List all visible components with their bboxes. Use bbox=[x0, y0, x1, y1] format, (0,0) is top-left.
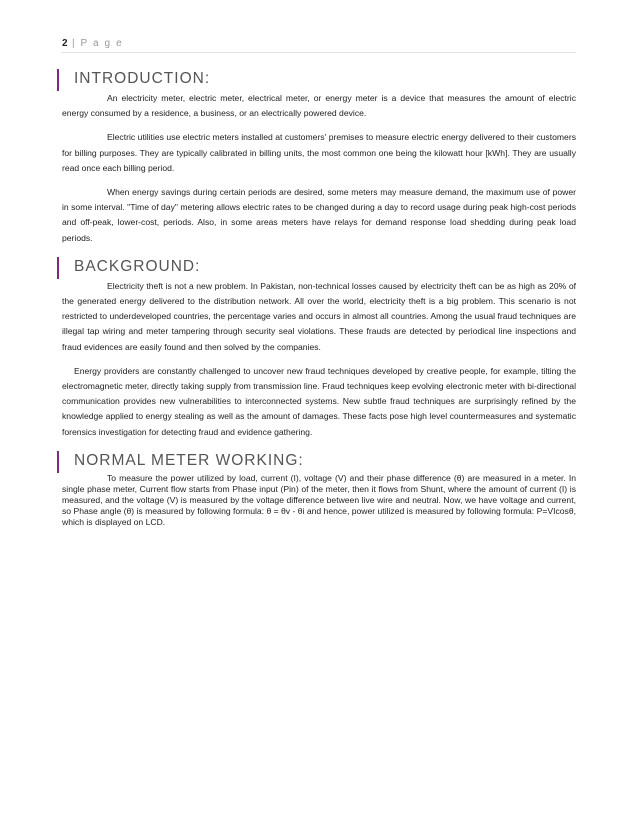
section-heading: NORMAL METER WORKING: bbox=[74, 451, 304, 469]
section-heading: INTRODUCTION: bbox=[74, 70, 211, 87]
paragraph: When energy savings during certain periods are desired, some meters may measure demand, the maximum use of power in some interval. "Time of day" metering allows electric rates to be changed during a day to record usage during peak high-cost periods and off-peak, lower-cost, periods. Also, in some areas meters have relays for demand response load shedding during peak load periods. bbox=[62, 187, 576, 243]
section-heading: BACKGROUND: bbox=[74, 257, 201, 275]
document-body bbox=[62, 68, 576, 538]
heading-accent-bar bbox=[57, 69, 59, 91]
heading-accent-bar bbox=[57, 257, 59, 279]
heading-accent-bar bbox=[57, 451, 59, 473]
section-normal-meter-working bbox=[62, 450, 576, 528]
page-header bbox=[62, 38, 123, 49]
paragraph: An electricity meter, electric meter, electrical meter, or energy meter is a device that measures the amount of electric energy consumed by a residence, a business, or an electrically powered device. bbox=[62, 93, 576, 119]
section-introduction bbox=[62, 68, 576, 246]
page-number: 2 bbox=[62, 38, 68, 49]
paragraph: Electric utilities use electric meters installed at customers' premises to measure electric energy delivered to their customers for billing purposes. They are typically calibrated in billing units, the most common one being the kilowatt hour [kWh]. They are usually read once each billing period. bbox=[62, 132, 576, 173]
paragraph: To measure the power utilized by load, current (I), voltage (V) and their phase difference (θ) are measured in a meter. In single phase meter, Current flow starts from Phase input (Pin) of the meter, then it flows from Shunt, where the amount of current (I) is measured, and the voltage (V) is measured by the voltage difference between live wire and neutral. Now, we have voltage and current, so Phase angle (θ) is measured by following formula: θ = θv - θi and hence, power utilized is measured by following formula: P=VIcosθ, which is displayed on LCD. bbox=[62, 472, 576, 527]
page-label: P a g e bbox=[80, 38, 124, 49]
header-divider bbox=[62, 52, 576, 53]
paragraph: Electricity theft is not a new problem. In Pakistan, non-technical losses caused by electricity theft can be as high as 20% of the generated energy delivered to the distribution network. All over the world, electricity theft is a big problem. This scenario is not restricted to underdeveloped countries, the percentage varies and occurs in almost all countries. Among the usual fraud techniques are illegal tap wiring and meter tampering through security seal violations. These frauds are detected by periodical line inspections and fraud evidences are easily found and then solved by the companies. bbox=[62, 280, 576, 352]
section-background bbox=[62, 256, 576, 440]
page-separator: | bbox=[71, 38, 77, 49]
paragraph: Energy providers are constantly challenged to uncover new fraud techniques developed by creative people, for example, tilting the electromagnetic meter, directly taking supply from transmission line. Fraud techniques keep evolving electronic meter with bi-directional communication provides new vulnerabilities to interconnected systems. New subtle fraud techniques are surprisingly refined by the knowledge applied to energy stealing as well as the amount of damages. These facts pose high level countermeasures and systematic forensics investigation for detecting fraud and evidence gathering. bbox=[62, 365, 576, 437]
